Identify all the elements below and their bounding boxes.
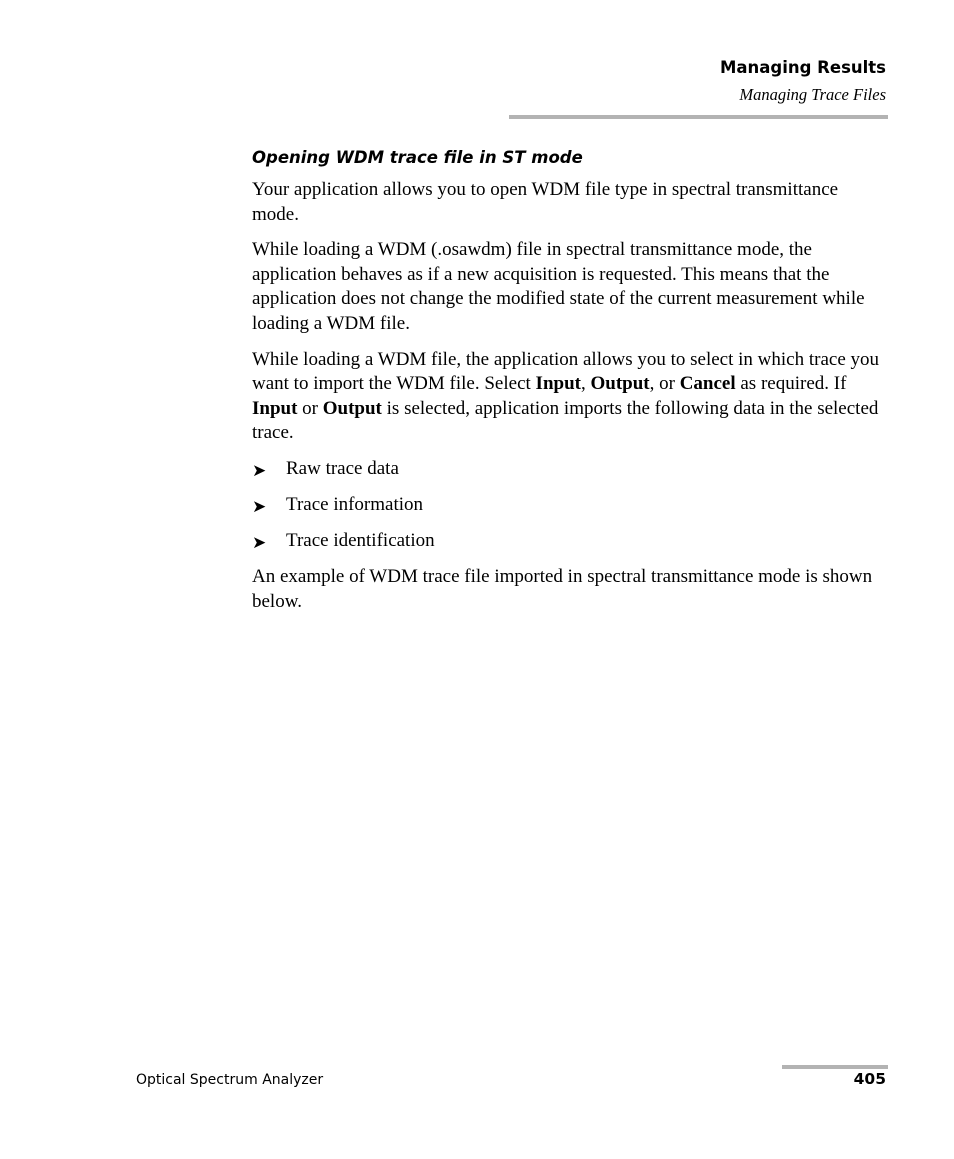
list-item	[252, 493, 888, 518]
paragraph-trace-selection	[252, 348, 888, 446]
option-input-label: Input	[252, 397, 298, 419]
list-item	[252, 457, 888, 482]
paragraph-loading-behavior: While loading a WDM (.osawdm) file in spectral transmittance mode, the application behaves as if a new acquisition is requested. This means that the application does not change the modified state of the current measurement while loading a WDM file.	[252, 239, 865, 334]
imported-data-list	[252, 457, 888, 554]
arrow-bullet-icon: ➤	[252, 533, 267, 554]
section-heading: Opening WDM trace file in ST mode	[252, 148, 583, 167]
text-run: or	[297, 397, 323, 419]
list-item-label: Trace information	[286, 494, 424, 516]
page-number: 405	[853, 1070, 886, 1088]
list-item-label: Trace identification	[286, 530, 435, 552]
option-output-label: Output	[590, 373, 650, 395]
text-run: as required. If	[735, 373, 847, 395]
text-run: ,	[580, 373, 591, 395]
arrow-bullet-icon: ➤	[252, 460, 267, 481]
main-content	[252, 146, 888, 625]
text-run: , or	[649, 373, 680, 395]
option-output-label: Output	[322, 397, 382, 419]
text-run: While loading a WDM file, the application allows you to select in which trace you want to import the WDM file. Select	[252, 348, 879, 395]
section-subtitle: Managing Trace Files	[739, 85, 886, 104]
list-item-label: Raw trace data	[286, 457, 399, 479]
paragraph-example-intro: An example of WDM trace file imported in spectral transmittance mode is shown below.	[252, 566, 873, 612]
arrow-bullet-icon: ➤	[252, 497, 267, 518]
running-header	[720, 56, 886, 106]
list-item	[252, 529, 888, 554]
option-cancel-label: Cancel	[679, 373, 736, 395]
option-input-label: Input	[535, 373, 581, 395]
text-run: is selected, application imports the following data in the selected trace.	[252, 397, 879, 444]
chapter-title: Managing Results	[719, 58, 886, 77]
paragraph-intro: Your application allows you to open WDM file type in spectral transmittance mode.	[252, 179, 839, 225]
footer-product-name: Optical Spectrum Analyzer	[136, 1072, 324, 1088]
header-divider	[509, 115, 888, 119]
